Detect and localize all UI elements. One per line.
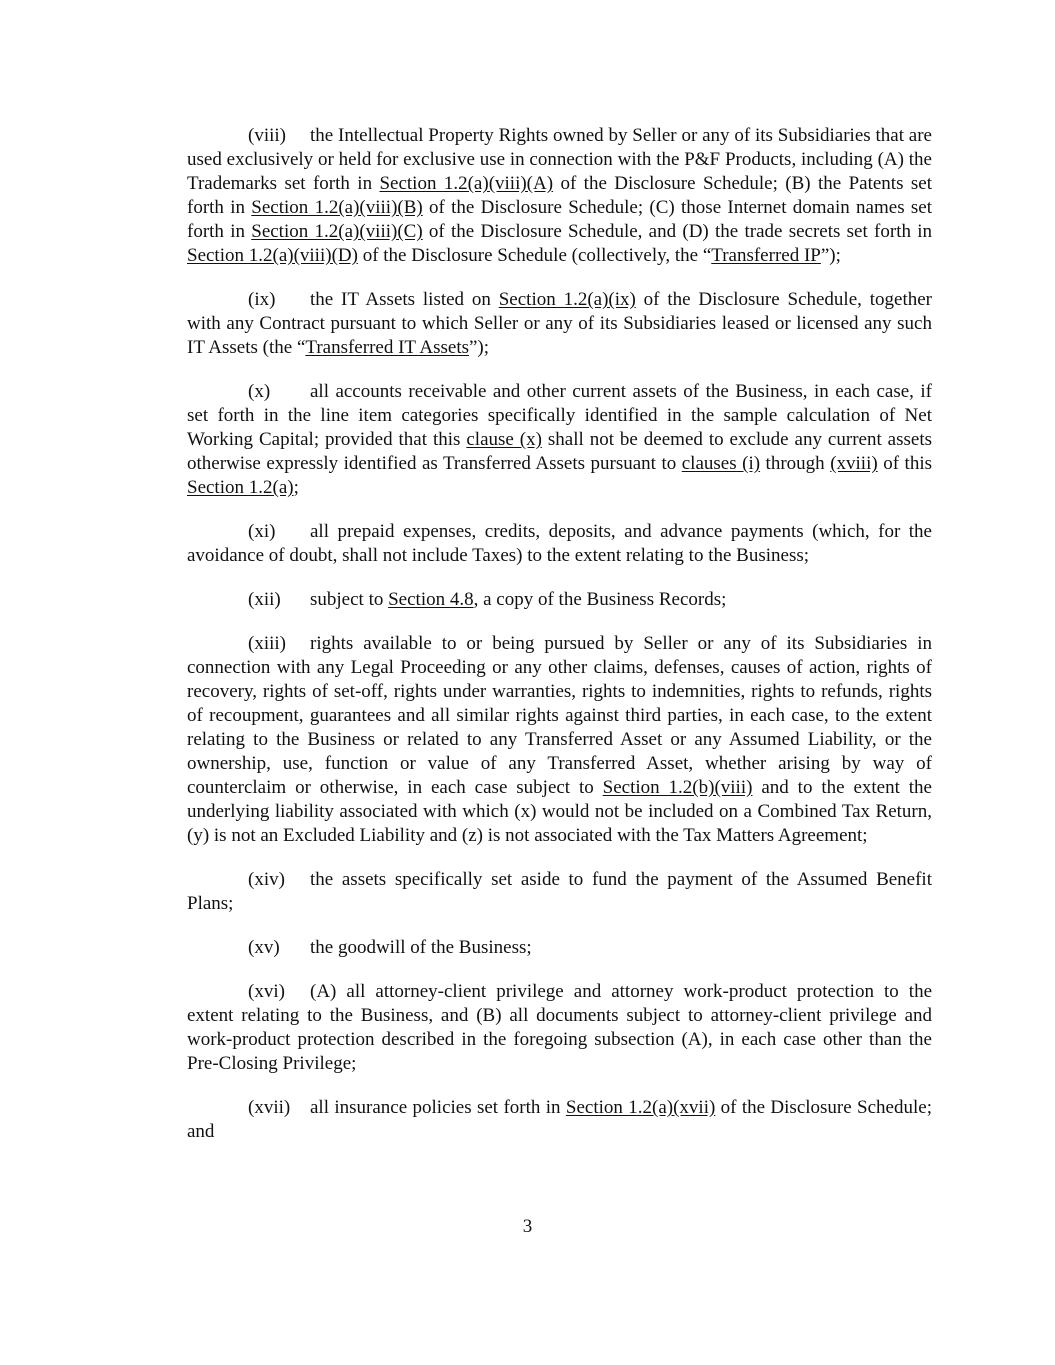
- clause-text: through: [760, 453, 831, 474]
- paragraph-ix: [187, 288, 932, 360]
- cross-reference: Section 1.2(a)(xvii): [565, 1097, 716, 1118]
- clause-text: of the Disclosure Schedule (collectively, the “: [357, 245, 712, 266]
- defined-term: Transferred IT Assets: [305, 337, 469, 358]
- clause-text: ”);: [469, 337, 490, 358]
- clause-text: of the Disclosure Schedule, and (D) the trade secrets set forth in: [422, 221, 933, 242]
- clause-text: all insurance policies set forth in: [310, 1097, 566, 1118]
- paragraph-xv: [187, 936, 932, 960]
- clause-text: shall not be deemed to exclude any current assets otherwise expressly identified as Transferred Assets pursuant to: [187, 429, 932, 474]
- clause-text: ”);: [820, 245, 841, 266]
- clause-text: the Intellectual Property Rights owned by Seller or any of its Subsidiaries that are used exclusively or held for exclusive use in connection with the P&F Products, including (A) the Trademarks set forth in: [187, 125, 932, 194]
- clause-number: (xii): [248, 589, 281, 610]
- paragraph-x: [187, 380, 932, 500]
- clause-text: of the Disclosure Schedule; and: [187, 1097, 932, 1142]
- clause-text: of the Disclosure Schedule, together with any Contract pursuant to which Seller or any of its Subsidiaries leased or licensed any such IT Assets (the “: [187, 289, 932, 358]
- clause-text: all accounts receivable and other current assets of the Business, in each case, if set forth in the line item categories specifically identified in the sample calculation of Net Working Capital; provided that this: [187, 381, 932, 450]
- clause-number: (xv): [248, 937, 280, 958]
- clause-number: (x): [248, 381, 271, 402]
- clause-text: subject to: [310, 589, 389, 610]
- clause-text: ;: [293, 477, 299, 498]
- page-number: 3: [522, 1216, 533, 1237]
- clause-text: rights available to or being pursued by Seller or any of its Subsidiaries in connection with any Legal Proceeding or any other claims, defenses, causes of action, rights of recovery, rights of set-off, rights under warranties, rights to indemnities, rights to refunds, rights of recoupment, guarantees and all similar rights against third parties, in each case, to the extent relating to the Business or related to any Transferred Asset or any Assumed Liability, or the ownership, use, function or value of any Transferred Asset, whether arising by way of counterclaim or otherwise, in each case subject to: [187, 633, 932, 798]
- clause-number: (xvi): [248, 981, 285, 1002]
- cross-reference: Section 1.2(a): [187, 477, 294, 498]
- paragraph-xi: [187, 520, 932, 568]
- clause-text: the assets specifically set aside to fund the payment of the Assumed Benefit Plans;: [187, 869, 932, 914]
- paragraph-xvii: [187, 1096, 932, 1144]
- cross-reference: Section 1.2(a)(viii)(B): [251, 197, 423, 218]
- defined-term: Transferred IP: [711, 245, 821, 266]
- clause-text: (A) all attorney-client privilege and attorney work-product protection to the extent relating to the Business, and (B) all documents subject to attorney-client privilege and work-product protection described in the foregoing subsection (A), in each case other than the Pre-Closing Privilege;: [187, 981, 932, 1074]
- paragraph-xiii: [187, 632, 932, 848]
- paragraph-xii: [187, 588, 932, 612]
- clause-number: (xi): [248, 521, 276, 542]
- clause-text: and to the extent the underlying liability associated with which (x) would not be included on a Combined Tax Return, (y) is not an Excluded Liability and (z) is not associated with the Tax Matters Agreement;: [187, 777, 932, 846]
- clause-number: (xiv): [248, 869, 285, 890]
- clause-text: of this: [877, 453, 932, 474]
- document-body: [187, 124, 932, 1164]
- clause-text: all prepaid expenses, credits, deposits, and advance payments (which, for the avoidance of doubt, shall not include Taxes) to the extent relating to the Business;: [187, 521, 932, 566]
- clause-number: (xvii): [248, 1097, 291, 1118]
- cross-reference: Section 1.2(a)(ix): [498, 289, 636, 310]
- clause-number: (xiii): [248, 633, 286, 654]
- cross-reference: Section 1.2(a)(viii)(C): [251, 221, 423, 242]
- paragraph-viii: [187, 124, 932, 268]
- clause-number: (viii): [248, 125, 286, 146]
- paragraph-xvi: [187, 980, 932, 1076]
- cross-reference: clause (x): [466, 429, 542, 450]
- cross-reference: Section 1.2(a)(viii)(A): [379, 173, 554, 194]
- clause-text: of the Disclosure Schedule; (C) those Internet domain names set forth in: [187, 197, 932, 242]
- clause-text: the goodwill of the Business;: [310, 937, 532, 958]
- cross-reference: Section 4.8: [388, 589, 474, 610]
- cross-reference: clauses (i): [681, 453, 761, 474]
- cross-reference: Section 1.2(b)(viii): [602, 777, 753, 798]
- cross-reference: (xviii): [830, 453, 878, 474]
- paragraph-xiv: [187, 868, 932, 916]
- clause-text: , a copy of the Business Records;: [473, 589, 727, 610]
- clause-text: the IT Assets listed on: [310, 289, 499, 310]
- cross-reference: Section 1.2(a)(viii)(D): [187, 245, 358, 266]
- clause-text: of the Disclosure Schedule; (B) the Patents set forth in: [187, 173, 932, 218]
- clause-number: (ix): [248, 289, 276, 310]
